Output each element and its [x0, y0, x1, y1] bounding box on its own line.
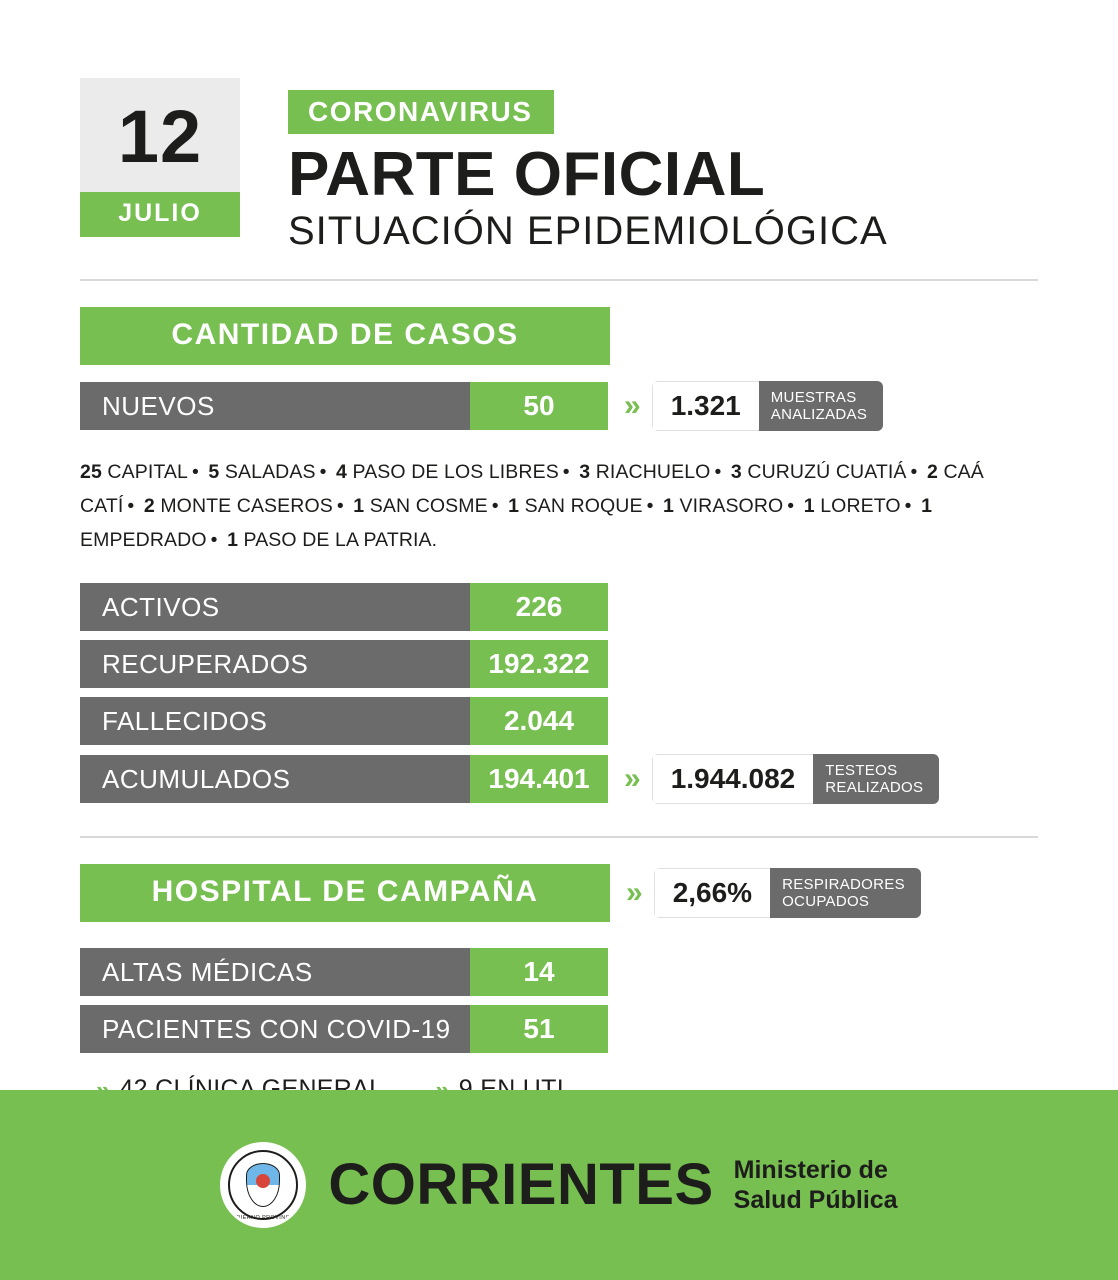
samples-caption-line2: ANALIZADAS [770, 406, 868, 424]
hospital-banner: HOSPITAL DE CAMPAÑA [80, 864, 610, 922]
hospital-stats-stack [80, 948, 1038, 1053]
cases-stats-stack [80, 583, 1038, 804]
footer-brand [220, 1142, 897, 1228]
respirators-caption-line2: OCUPADOS [782, 893, 870, 911]
breakdown-place: CAÁ CATÍ [80, 461, 984, 518]
footer-ministry-line1: Ministerio de [733, 1156, 888, 1184]
active-cases-value: 226 [470, 583, 608, 631]
breakdown-item [208, 461, 315, 483]
breakdown-count: 25 [80, 461, 102, 484]
breakdown-sep: • [319, 461, 327, 484]
accumulated-cases-value: 194.401 [470, 755, 608, 803]
recovered-cases-row [80, 640, 1038, 688]
covid-patients-label: PACIENTES CON COVID-19 [80, 1005, 470, 1053]
breakdown-place: PASO DE LOS LIBRES [352, 461, 559, 484]
breakdown-item [227, 529, 437, 551]
breakdown-place: EMPEDRADO [80, 529, 207, 552]
breakdown-count: 1 [227, 529, 239, 552]
medical-discharges-label: ALTAS MÉDICAS [80, 948, 470, 996]
recovered-cases-label: RECUPERADOS [80, 640, 470, 688]
respirators-caption [770, 868, 921, 918]
active-cases-label: ACTIVOS [80, 583, 470, 631]
date-month: JULIO [80, 192, 240, 237]
breakdown-sep: • [210, 529, 218, 552]
page-title: PARTE OFICIAL [288, 140, 766, 209]
cases-breakdown [80, 455, 1020, 557]
page-subtitle: SITUACIÓN EPIDEMIOLÓGICA [288, 209, 888, 254]
breakdown-count: 4 [336, 461, 347, 484]
tests-performed-value: 1.944.082 [652, 754, 814, 804]
breakdown-item [80, 461, 188, 483]
footer-province: CORRIENTES [328, 1152, 714, 1217]
active-cases-row [80, 583, 1038, 631]
breakdown-sep: • [191, 461, 199, 484]
tests-performed-caption [813, 754, 939, 804]
footer [0, 1090, 1118, 1280]
hospital-banner-row [80, 864, 1038, 922]
date-day: 12 [80, 78, 240, 192]
chevron-right-icon: » [624, 389, 638, 423]
breakdown-count: 3 [579, 461, 591, 484]
cases-banner: CANTIDAD DE CASOS [80, 307, 610, 365]
breakdown-item [731, 461, 907, 483]
title-block [288, 78, 888, 253]
government-crest-icon [220, 1142, 306, 1228]
breakdown-count: 1 [663, 495, 674, 518]
tests-caption-line1: TESTEOS [825, 762, 898, 780]
breakdown-sep: • [646, 495, 654, 518]
breakdown-place: PASO DE LA PATRIA. [243, 529, 438, 552]
chevron-right-icon: » [624, 762, 638, 796]
breakdown-count: 2 [926, 461, 938, 484]
crest-text: GOBIERNO PROVINCIAL [227, 1215, 300, 1221]
breakdown-place: MONTE CASEROS [160, 495, 333, 518]
medical-discharges-value: 14 [470, 948, 608, 996]
breakdown-item [663, 495, 783, 517]
covid-patients-value: 51 [470, 1005, 608, 1053]
breakdown-item [144, 495, 333, 517]
breakdown-sep: • [127, 495, 135, 518]
medical-discharges-row [80, 948, 1038, 996]
footer-ministry-line2: Salud Pública [733, 1186, 898, 1214]
breakdown-sep: • [904, 495, 912, 518]
chevron-right-icon: » [626, 876, 640, 910]
samples-analyzed-value: 1.321 [652, 381, 759, 431]
breakdown-count: 3 [730, 461, 742, 484]
deceased-cases-row [80, 697, 1038, 745]
samples-caption-line1: MUESTRAS [770, 388, 857, 406]
breakdown-place: CAPITAL [107, 461, 188, 484]
breakdown-place: SAN ROQUE [524, 495, 643, 518]
breakdown-sep: • [787, 495, 795, 518]
new-cases-row [80, 381, 1038, 431]
cases-banner-row [80, 307, 1038, 365]
breakdown-item [804, 495, 901, 517]
breakdown-sep: • [491, 495, 499, 518]
cases-section [0, 281, 1118, 804]
accumulated-cases-row [80, 754, 1038, 804]
new-cases-value: 50 [470, 382, 608, 430]
breakdown-sep: • [336, 495, 344, 518]
breakdown-place: RIACHUELO [595, 461, 711, 484]
tests-caption-line2: REALIZADOS [825, 779, 924, 797]
breakdown-place: LORETO [820, 495, 901, 518]
deceased-cases-label: FALLECIDOS [80, 697, 470, 745]
breakdown-sep: • [910, 461, 918, 484]
breakdown-item [336, 461, 559, 483]
header [0, 0, 1118, 253]
respirators-pill [654, 868, 921, 918]
coronavirus-tag: CORONAVIRUS [288, 90, 554, 134]
respirators-caption-line1: RESPIRADORES [782, 876, 905, 894]
tests-performed-pill [652, 754, 940, 804]
new-cases-label: NUEVOS [80, 382, 470, 430]
recovered-cases-value: 192.322 [470, 640, 608, 688]
breakdown-count: 1 [921, 495, 933, 518]
breakdown-place: VIRASORO [679, 495, 784, 518]
breakdown-count: 1 [803, 495, 815, 518]
date-badge [80, 78, 240, 237]
samples-analyzed-caption [759, 381, 883, 431]
hospital-section [0, 838, 1118, 1104]
breakdown-item [353, 495, 487, 517]
samples-analyzed-pill [652, 381, 883, 431]
breakdown-sep: • [562, 461, 570, 484]
breakdown-place: SALADAS [224, 461, 316, 484]
footer-ministry [734, 1155, 898, 1215]
breakdown-place: CURUZÚ CUATIÁ [747, 461, 907, 484]
breakdown-sep: • [714, 461, 722, 484]
breakdown-count: 2 [143, 495, 155, 518]
covid-patients-row [80, 1005, 1038, 1053]
breakdown-count: 1 [353, 495, 365, 518]
breakdown-item [508, 495, 642, 517]
breakdown-item [579, 461, 710, 483]
breakdown-count: 1 [508, 495, 520, 518]
breakdown-count: 5 [208, 461, 220, 484]
deceased-cases-value: 2.044 [470, 697, 608, 745]
breakdown-place: SAN COSME [369, 495, 488, 518]
respirators-value: 2,66% [654, 868, 770, 918]
accumulated-cases-label: ACUMULADOS [80, 755, 470, 803]
